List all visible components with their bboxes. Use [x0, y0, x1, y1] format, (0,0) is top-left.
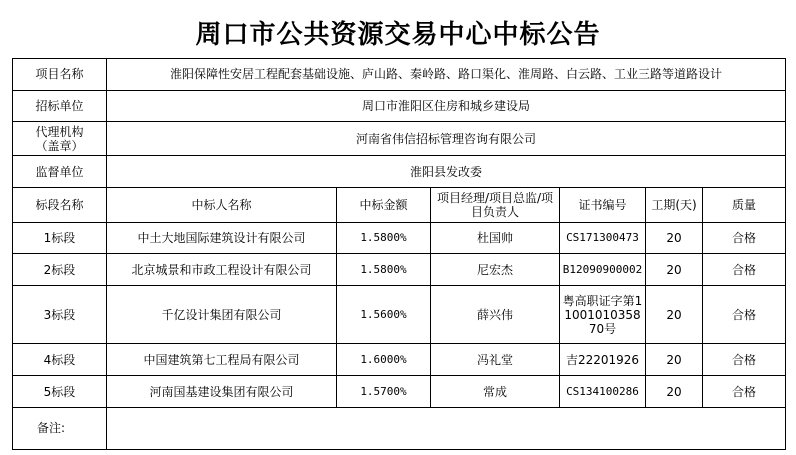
supervisor-value: 淮阳县发改委: [107, 156, 786, 188]
manager-cell: 杜国帅: [431, 222, 560, 254]
lot-cell: 4标段: [13, 344, 107, 376]
table-row: [13, 222, 786, 254]
info-row-supervisor: [13, 156, 786, 188]
manager-cell: 冯礼堂: [431, 344, 560, 376]
project-value: 淮阳保障性安居工程配套基础设施、庐山路、秦岭路、路口渠化、淮周路、白云路、工业三路等道路设计: [107, 59, 786, 91]
days-cell: 20: [646, 376, 703, 408]
manager-cell: 尼宏杰: [431, 254, 560, 286]
manager-cell: 常成: [431, 376, 560, 408]
agency-label: [13, 122, 107, 156]
remark-row: [13, 407, 786, 449]
bid-result-table: [12, 58, 786, 450]
table-row: [13, 376, 786, 408]
winner-cell: 河南国基建设集团有限公司: [107, 376, 337, 408]
lot-cell: 5标段: [13, 376, 107, 408]
lot-cell: 2标段: [13, 254, 107, 286]
cert-cell: 粤高职证字第1100101035870号: [560, 286, 646, 344]
cert-cell: B12090900002: [560, 254, 646, 286]
agency-value: 河南省伟信招标管理咨询有限公司: [107, 122, 786, 156]
amount-cell: 1.5700%: [337, 376, 431, 408]
info-row-tenderer: [13, 90, 786, 122]
header-quality: 质量: [703, 187, 786, 222]
project-label: 项目名称: [13, 59, 107, 91]
cert-cell: 吉22201926: [560, 344, 646, 376]
quality-cell: 合格: [703, 344, 786, 376]
amount-cell: 1.5800%: [337, 222, 431, 254]
amount-cell: 1.6000%: [337, 344, 431, 376]
lot-cell: 3标段: [13, 286, 107, 344]
info-row-agency: [13, 122, 786, 156]
agency-label-line2: （盖章）: [35, 138, 84, 153]
header-winner: 中标人名称: [107, 187, 337, 222]
remark-label: 备注:: [13, 407, 107, 449]
days-cell: 20: [646, 286, 703, 344]
header-manager: 项目经理/项目总监/项目负责人: [431, 187, 560, 222]
table-row: [13, 344, 786, 376]
info-row-project: [13, 59, 786, 91]
header-row: [13, 187, 786, 222]
winner-cell: 中土大地国际建筑设计有限公司: [107, 222, 337, 254]
days-cell: 20: [646, 254, 703, 286]
winner-cell: 北京城景和市政工程设计有限公司: [107, 254, 337, 286]
header-days: 工期(天): [646, 187, 703, 222]
days-cell: 20: [646, 222, 703, 254]
header-amount: 中标金额: [337, 187, 431, 222]
lot-cell: 1标段: [13, 222, 107, 254]
page-title: 周口市公共资源交易中心中标公告: [195, 20, 601, 50]
tenderer-label: 招标单位: [13, 90, 107, 122]
winner-cell: 中国建筑第七工程局有限公司: [107, 344, 337, 376]
manager-cell: 薛兴伟: [431, 286, 560, 344]
days-cell: 20: [646, 344, 703, 376]
cert-cell: CS171300473: [560, 222, 646, 254]
quality-cell: 合格: [703, 254, 786, 286]
amount-cell: 1.5800%: [337, 254, 431, 286]
table-row: [13, 254, 786, 286]
header-lot: 标段名称: [13, 187, 107, 222]
table-row: [13, 286, 786, 344]
agency-label-line1: 代理机构: [35, 124, 84, 139]
quality-cell: 合格: [703, 286, 786, 344]
supervisor-label: 监督单位: [13, 156, 107, 188]
quality-cell: 合格: [703, 376, 786, 408]
header-cert: 证书编号: [560, 187, 646, 222]
remark-value: [107, 407, 786, 449]
quality-cell: 合格: [703, 222, 786, 254]
tenderer-value: 周口市淮阳区住房和城乡建设局: [107, 90, 786, 122]
cert-cell: CS134100286: [560, 376, 646, 408]
amount-cell: 1.5600%: [337, 286, 431, 344]
winner-cell: 千亿设计集团有限公司: [107, 286, 337, 344]
